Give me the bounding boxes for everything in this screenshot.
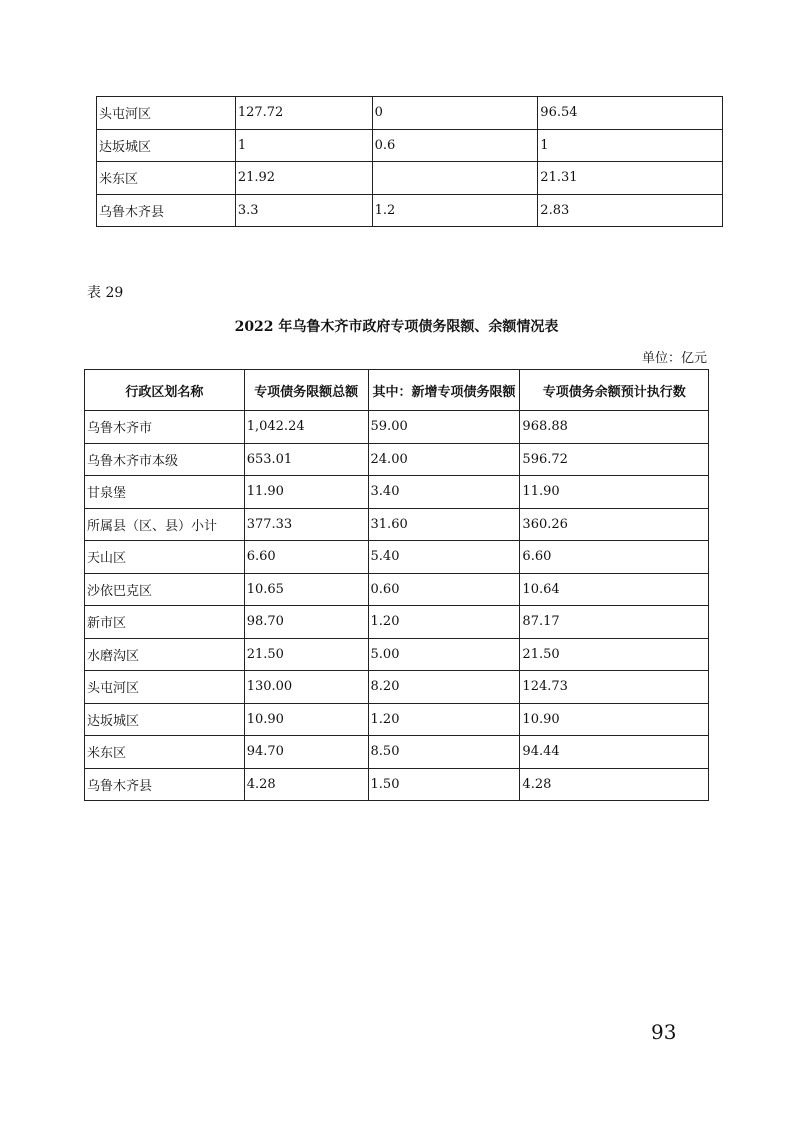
table-row [85,703,709,736]
value-cell: 96.54 [538,97,723,130]
value-cell: 1.50 [368,768,520,801]
value-cell: 0 [372,97,538,130]
region-name-cell: 乌鲁木齐市 [85,411,245,444]
table-row [97,162,723,195]
value-cell: 10.90 [244,703,368,736]
value-cell: 10.64 [520,573,709,606]
value-cell: 8.50 [368,736,520,769]
value-cell: 8.20 [368,671,520,704]
value-cell: 653.01 [244,443,368,476]
value-cell: 1,042.24 [244,411,368,444]
region-name-cell: 乌鲁木齐市本级 [85,443,245,476]
value-cell: 1.2 [372,194,538,227]
value-cell: 87.17 [520,606,709,639]
value-cell: 24.00 [368,443,520,476]
table-row [85,671,709,704]
table-row [97,194,723,227]
debt-limit-table [84,369,709,801]
value-cell: 2.83 [538,194,723,227]
value-cell: 127.72 [235,97,372,130]
value-cell: 21.50 [244,638,368,671]
table-row [85,508,709,541]
table-title: 2022 年乌鲁木齐市政府专项债务限额、余额情况表 [234,319,559,335]
region-name-cell: 达坂城区 [97,129,236,162]
region-name-cell: 沙依巴克区 [85,573,245,606]
region-name-cell: 乌鲁木齐县 [97,194,236,227]
value-cell: 59.00 [368,411,520,444]
region-name-cell: 新市区 [85,606,245,639]
table-row [97,129,723,162]
region-name-cell: 头屯河区 [97,97,236,130]
continued-table [96,96,723,227]
value-cell: 130.00 [244,671,368,704]
value-cell: 4.28 [244,768,368,801]
value-cell: 6.60 [520,541,709,574]
page-number: 93 [651,1020,677,1044]
region-name-cell: 米东区 [85,736,245,769]
region-name-cell: 达坂城区 [85,703,245,736]
value-cell: 21.31 [538,162,723,195]
value-cell: 1 [235,129,372,162]
value-cell: 596.72 [520,443,709,476]
value-cell: 94.44 [520,736,709,769]
table-row [85,411,709,444]
value-cell: 360.26 [520,508,709,541]
header-total-limit: 专项债务限额总额 [244,370,368,411]
table-row [85,476,709,509]
header-row [85,370,709,411]
table-row [85,443,709,476]
value-cell: 31.60 [368,508,520,541]
value-cell: 1.20 [368,703,520,736]
header-new-limit: 其中：新增专项债务限额 [368,370,520,411]
value-cell: 10.90 [520,703,709,736]
value-cell: 968.88 [520,411,709,444]
value-cell: 6.60 [244,541,368,574]
region-name-cell: 甘泉堡 [85,476,245,509]
header-balance-estimate: 专项债务余额预计执行数 [520,370,709,411]
value-cell: 1 [538,129,723,162]
value-cell: 21.92 [235,162,372,195]
table-label: 表 29 [87,285,124,301]
value-cell: 98.70 [244,606,368,639]
table-row [85,736,709,769]
value-cell: 4.28 [520,768,709,801]
value-cell: 11.90 [520,476,709,509]
value-cell: 124.73 [520,671,709,704]
value-cell: 10.65 [244,573,368,606]
region-name-cell: 天山区 [85,541,245,574]
unit-label: 单位：亿元 [641,351,707,366]
table-row [85,541,709,574]
header-region: 行政区划名称 [85,370,245,411]
table-row [97,97,723,130]
region-name-cell: 米东区 [97,162,236,195]
region-name-cell: 所属县（区、县）小计 [85,508,245,541]
value-cell: 5.40 [368,541,520,574]
table-row [85,606,709,639]
table-row [85,638,709,671]
value-cell: 377.33 [244,508,368,541]
region-name-cell: 头屯河区 [85,671,245,704]
value-cell: 5.00 [368,638,520,671]
region-name-cell: 水磨沟区 [85,638,245,671]
value-cell [372,162,538,195]
value-cell: 94.70 [244,736,368,769]
region-name-cell: 乌鲁木齐县 [85,768,245,801]
value-cell: 0.60 [368,573,520,606]
table-row [85,768,709,801]
value-cell: 21.50 [520,638,709,671]
table-row [85,573,709,606]
value-cell: 3.3 [235,194,372,227]
value-cell: 1.20 [368,606,520,639]
value-cell: 0.6 [372,129,538,162]
value-cell: 11.90 [244,476,368,509]
value-cell: 3.40 [368,476,520,509]
